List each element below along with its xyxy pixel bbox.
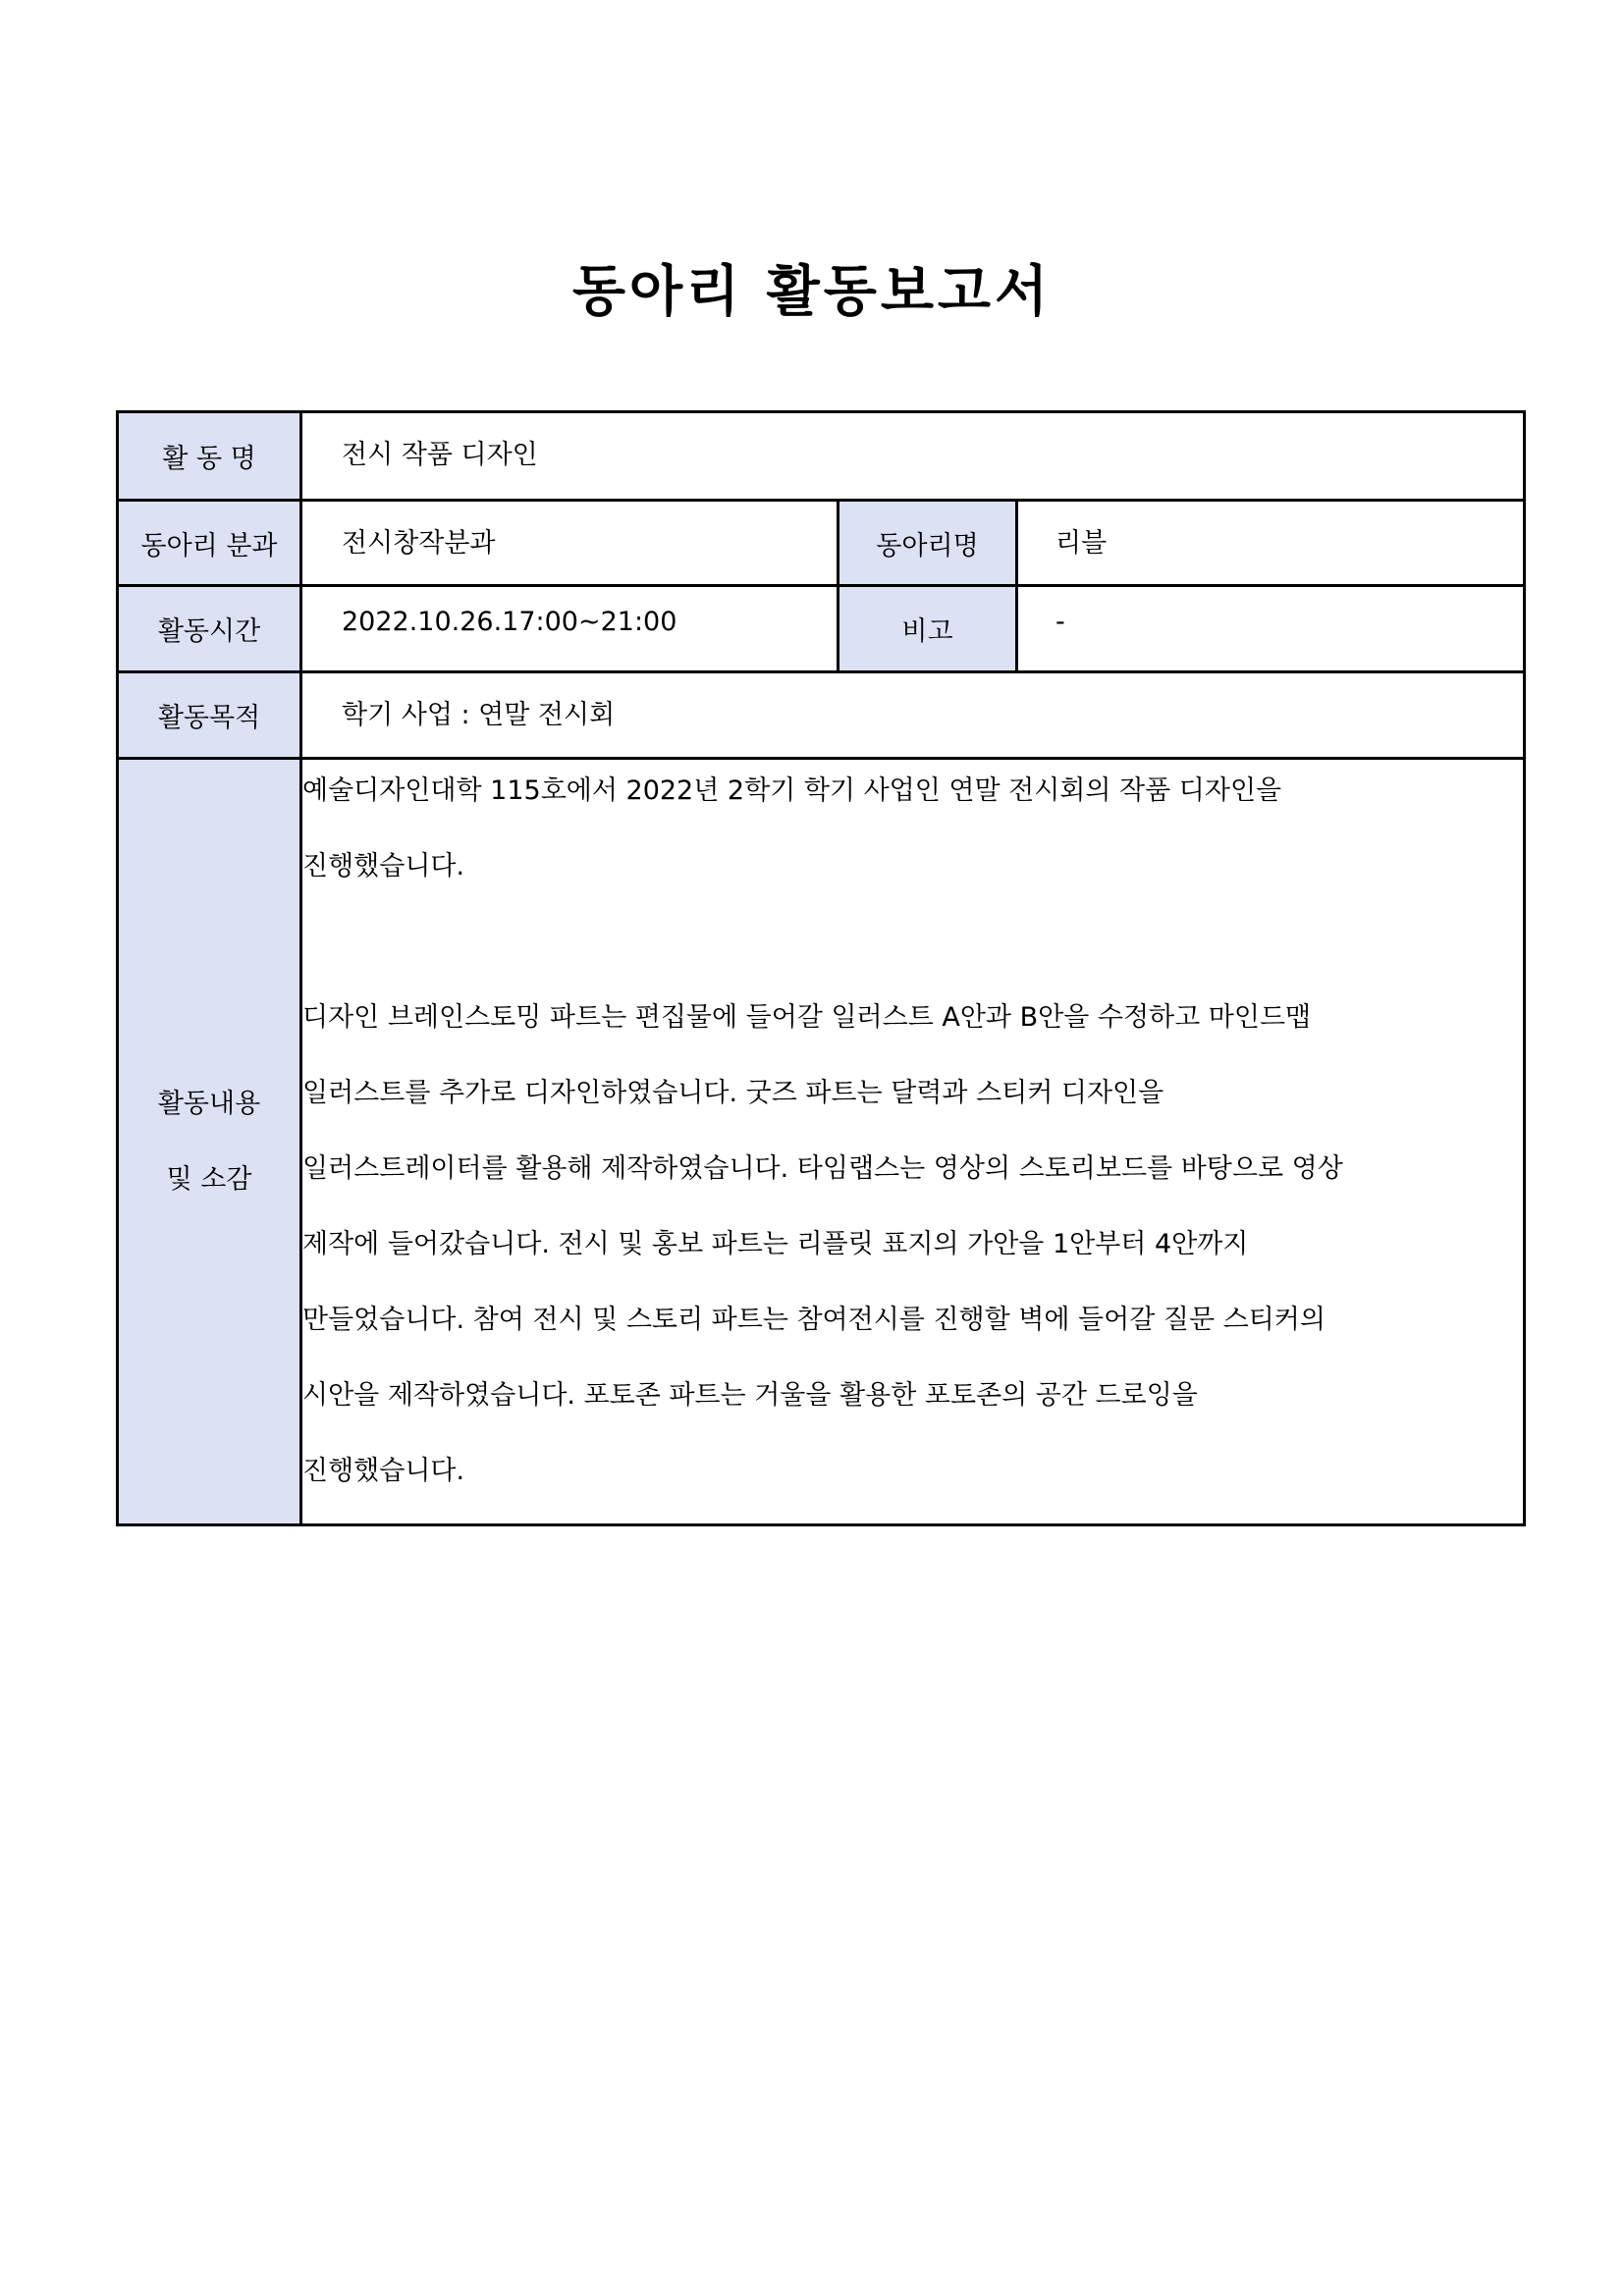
row-content <box>118 759 1525 1525</box>
value-club-name: 리블 <box>1017 501 1525 586</box>
row-activity-name <box>118 412 1525 501</box>
value-purpose: 학기 사업 : 연말 전시회 <box>301 672 1525 759</box>
content-line: 예술디자인대학 115호에서 2022년 2학기 학기 사업인 연말 전시회의 작품 디자인을 <box>302 775 1282 806</box>
label-content-line1: 활동내용 <box>157 1089 261 1119</box>
label-division: 동아리 분과 <box>118 501 301 586</box>
value-activity-name: 전시 작품 디자인 <box>301 412 1525 501</box>
content-line: 디자인 브레인스토밍 파트는 편집물에 들어갈 일러스트 A안과 B안을 수정하고 마인드맵 <box>302 1002 1312 1033</box>
label-note: 비고 <box>839 586 1017 672</box>
row-division <box>118 501 1525 586</box>
label-content <box>118 759 301 1525</box>
activity-report-table <box>116 410 1526 1526</box>
value-note: - <box>1017 586 1525 672</box>
value-time: 2022.10.26.17:00~21:00 <box>301 586 839 672</box>
label-purpose: 활동목적 <box>118 672 301 759</box>
document-title: 동아리 활동보고서 <box>571 260 1053 324</box>
content-line: 일러스트를 추가로 디자인하였습니다. 굿즈 파트는 달력과 스티커 디자인을 <box>302 1078 1164 1108</box>
content-line: 일러스트레이터를 활용해 제작하였습니다. 타임랩스는 영상의 스토리보드를 바탕으로 영상 <box>302 1153 1343 1184</box>
row-purpose <box>118 672 1525 759</box>
content-line: 진행했습니다. <box>302 851 465 881</box>
label-time: 활동시간 <box>118 586 301 672</box>
label-club-name: 동아리명 <box>839 501 1017 586</box>
label-content-line2: 및 소감 <box>166 1164 252 1195</box>
content-line: 만들었습니다. 참여 전시 및 스토리 파트는 참여전시를 진행할 벽에 들어갈 질문 스티커의 <box>302 1305 1326 1335</box>
content-line: 시안을 제작하였습니다. 포토존 파트는 거울을 활용한 포토존의 공간 드로잉을 <box>302 1380 1198 1411</box>
paragraph-gap <box>302 919 1523 994</box>
value-division: 전시창작분과 <box>301 501 839 586</box>
value-content <box>301 759 1525 1525</box>
content-line: 진행했습니다. <box>302 1456 465 1486</box>
label-activity-name: 활 동 명 <box>118 412 301 501</box>
row-time <box>118 586 1525 672</box>
content-line: 제작에 들어갔습니다. 전시 및 홍보 파트는 리플릿 표지의 가안을 1안부터 4안까지 <box>302 1229 1249 1259</box>
